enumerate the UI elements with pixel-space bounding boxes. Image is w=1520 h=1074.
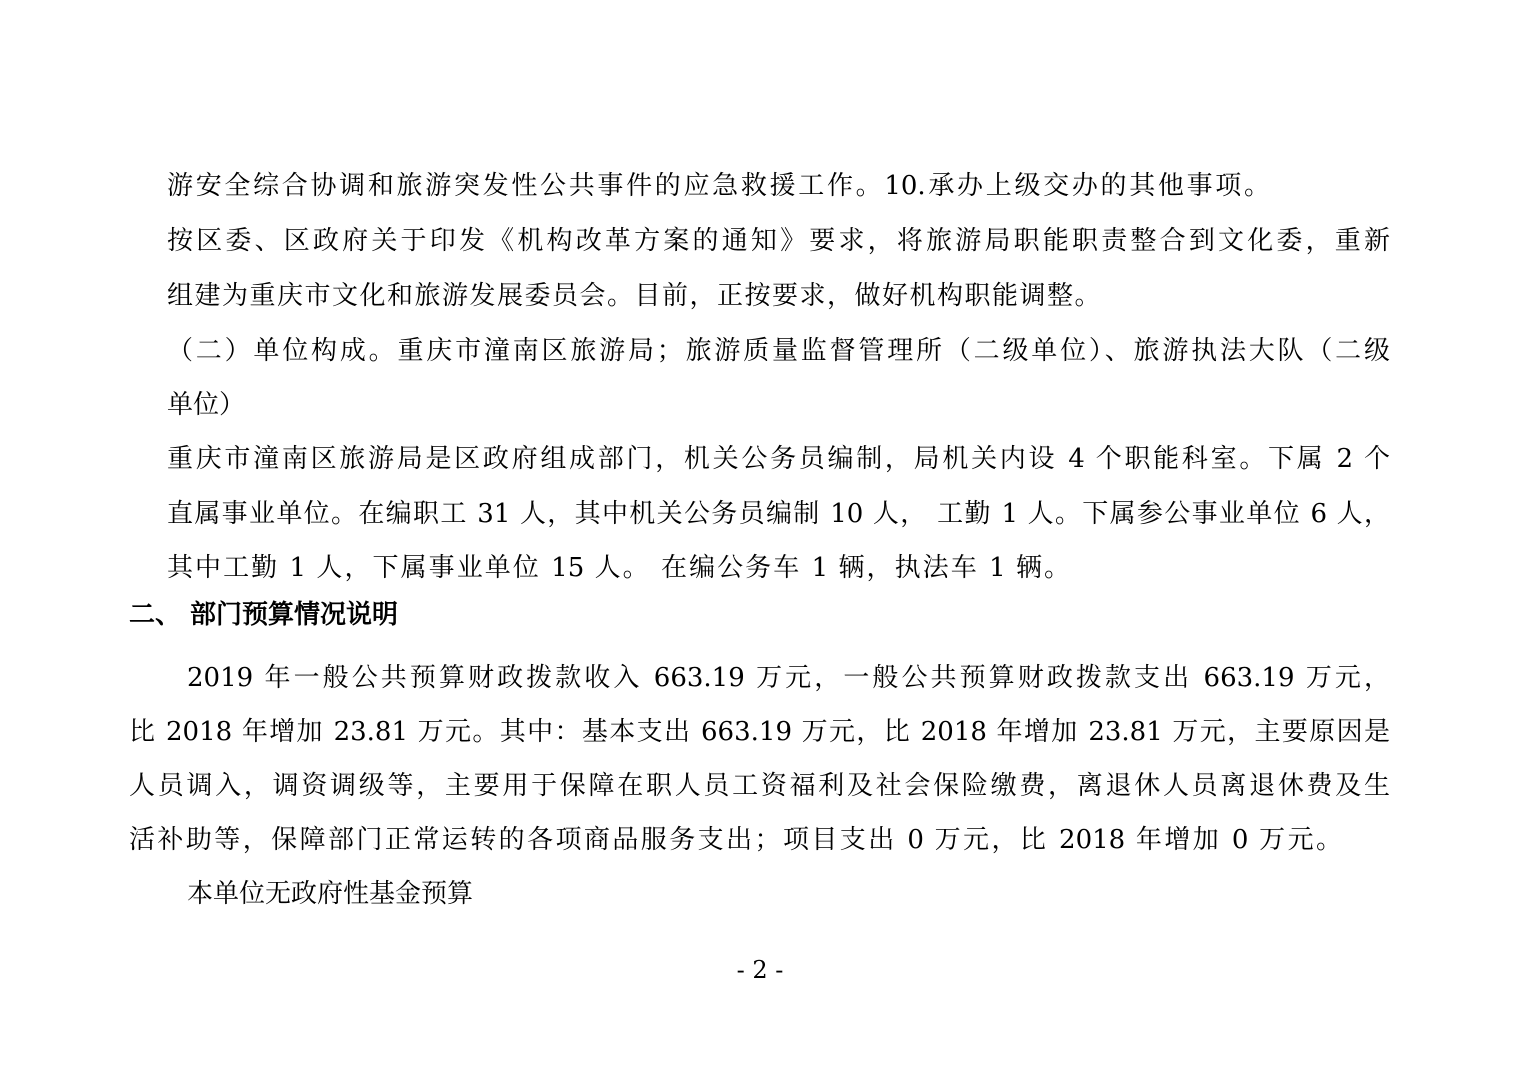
reform-paragraph-line-1: 按区委、区政府关于印发《机构改革方案的通知》要求，将旅游局职能职责整合到文化委，重新 [167, 226, 1390, 256]
budget-paragraph-line-1: 2019 年一般公共预算财政拨款收入 663.19 万元，一般公共预算财政拨款支出 663.19 万元， [187, 663, 1390, 693]
composition-paragraph-line-2: 单位） [167, 390, 246, 420]
page-number: - 2 - [736, 956, 784, 984]
staff-paragraph-line-3: 其中工勤 1 人，下属事业单位 15 人。 在编公务车 1 辆，执法车 1 辆。 [167, 553, 1070, 583]
staff-paragraph-line-2: 直属事业单位。在编职工 31 人，其中机关公务员编制 10 人， 工勤 1 人。下属参公事业单位 6 人， [167, 499, 1390, 529]
fund-note: 本单位无政府性基金预算 [187, 879, 474, 909]
duties-tail-line: 游安全综合协调和旅游突发性公共事件的应急救援工作。10.承办上级交办的其他事项。 [167, 171, 1270, 201]
composition-paragraph-line-1: （二）单位构成。重庆市潼南区旅游局；旅游质量监督管理所（二级单位）、旅游执法大队（二级 [167, 336, 1390, 366]
section-heading-budget: 二、 部门预算情况说明 [129, 600, 399, 630]
budget-paragraph-line-3: 人员调入，调资调级等，主要用于保障在职人员工资福利及社会保险缴费，离退休人员离退休费及生 [129, 771, 1390, 801]
budget-paragraph-line-4: 活补助等，保障部门正常运转的各项商品服务支出；项目支出 0 万元，比 2018 年增加 0 万元。 [129, 825, 1342, 855]
budget-paragraph-line-2: 比 2018 年增加 23.81 万元。其中：基本支出 663.19 万元，比 2018 年增加 23.81 万元，主要原因是 [129, 717, 1390, 747]
reform-paragraph-line-2: 组建为重庆市文化和旅游发展委员会。目前，正按要求，做好机构职能调整。 [167, 281, 1103, 311]
staff-paragraph-line-1: 重庆市潼南区旅游局是区政府组成部门，机关公务员编制，局机关内设 4 个职能科室。下属 2 个 [167, 444, 1390, 474]
